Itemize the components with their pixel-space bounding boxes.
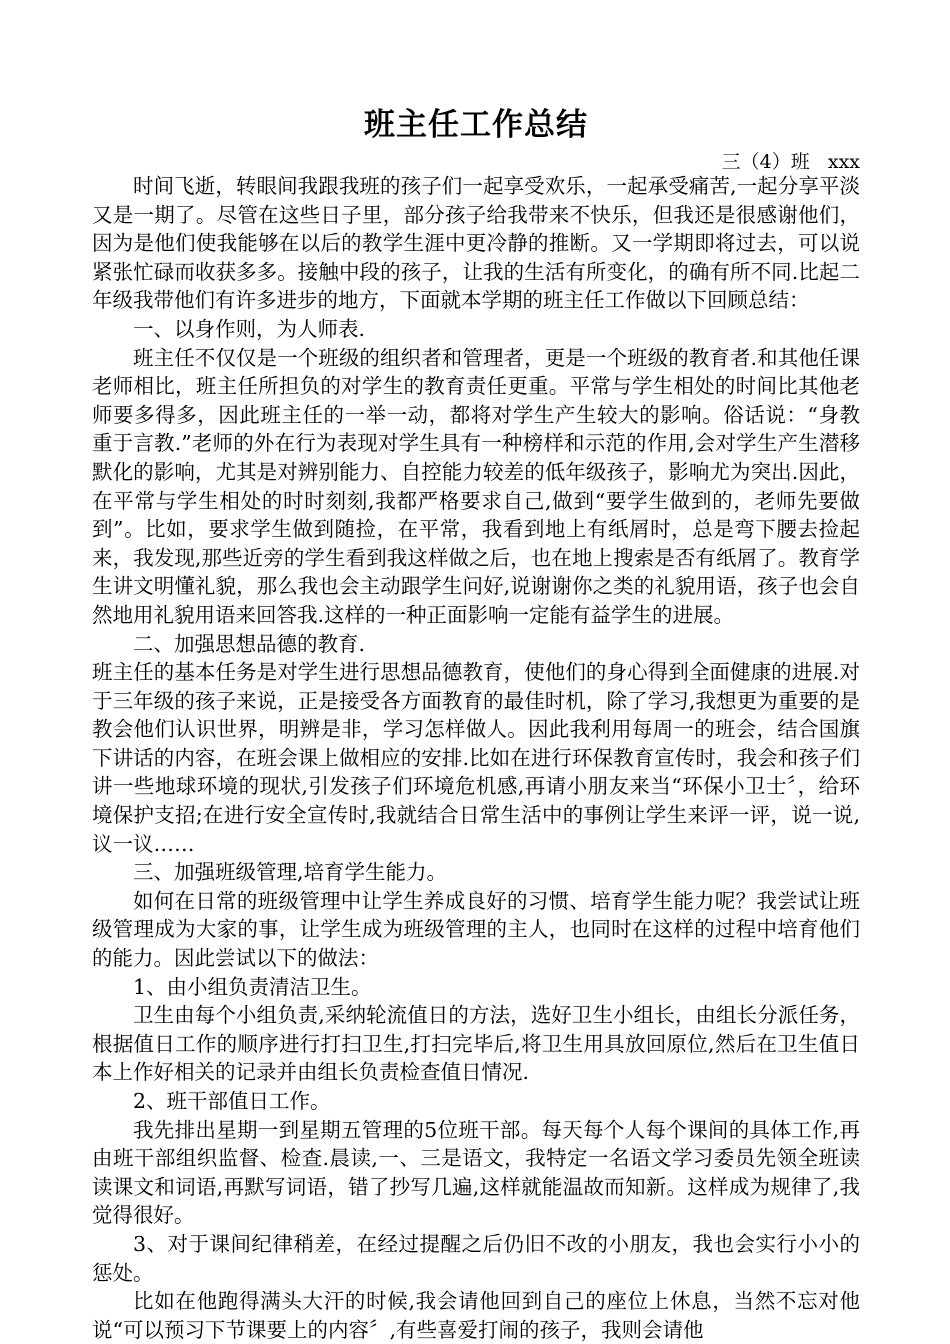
document-body — [92, 172, 860, 1344]
document-page — [92, 0, 860, 1344]
section-heading-1: 一、以身作则，为人师表. — [133, 316, 366, 341]
paragraph-intro: 时间飞逝，转眼间我跟我班的孩子们一起享受欢乐，一起承受痛苦,一起分享平淡又是一期了。尽管在这些日子里，部分孩子给我带来不快乐，但我还是很感谢他们，因为是他们使我能够在以后的教学生涯中更冷静的推断。又一学期即将过去，可以说紧张忙碌而收获多多。接触中段的孩子，让我的生活有所变化，的确有所不同.比起二年级我带他们有许多进步的地方，下面就本学期的班主任工作做以下回顾总结： — [92, 174, 860, 313]
page-title: 班主任工作总结 — [364, 107, 588, 143]
paragraph-3-3: 比如在他跑得满头大汗的时候,我会请他回到自己的座位上休息，当然不忘对他说“可以预习下节课要上的内容〞,有些喜爱打闹的孩子，我则会请他 — [92, 1289, 860, 1342]
paragraph-section-2: 班主任的基本任务是对学生进行思想品德教育，使他们的身心得到全面健康的进展.对于三年级的孩子来说，正是接受各方面教育的最佳时机，除了学习,我想更为重要的是教会他们认识世界，明辨是非，学习怎样做人。因此我利用每周一的班会，结合国旗下讲话的内容，在班会课上做相应的安排.比如在进行环保教育宣传时，我会和孩子们讲一些地球环境的现状,引发孩子们环境危机感,再请小朋友来当“环保小卫士〞，给环境保护支招;在进行安全宣传时,我就结合日常生活中的事例让学生来评一评，说一说,议一议…… — [92, 660, 860, 856]
section-heading-3: 三、加强班级管理,培育学生能力。 — [133, 860, 448, 885]
section-heading-2: 二、加强思想品德的教育. — [133, 631, 366, 656]
subheading-3-3: 3、对于课间纪律稍差，在经过提醒之后仍旧不改的小朋友，我也会实行小小的惩处。 — [92, 1231, 860, 1285]
paragraph-3-2: 我先排出星期一到星期五管理的5位班干部。每天每个人每个课间的具体工作,再由班干部组织监督、检查.晨读,一、三是语文，我特定一名语文学习委员先领全班读读课文和词语,再默写词语，错了抄写几遍,这样就能温故而知新。这样成为规律了,我觉得很好。 — [92, 1117, 860, 1228]
subheading-3-1: 1、由小组负责清洁卫生。 — [133, 974, 372, 999]
class-author-byline: 三（4）班 xxx — [721, 151, 860, 173]
paragraph-3-1: 卫生由每个小组负责,采纳轮流值日的方法，选好卫生小组长，由组长分派任务，根据值日工作的顺序进行打扫卫生,打扫完毕后,将卫生用具放回原位,然后在卫生值日本上作好相关的记录并由组长负责检查值日情况. — [92, 1003, 860, 1085]
subheading-3-2: 2、班干部值日工作。 — [133, 1089, 331, 1113]
paragraph-section-3-intro: 如何在日常的班级管理中让学生养成良好的习惯、培育学生能力呢？我尝试让班级管理成为大家的事，让学生成为班级管理的主人，也同时在这样的过程中培育他们的能力。因此尝试以下的做法： — [92, 888, 860, 971]
paragraph-section-1: 班主任不仅仅是一个班级的组织者和管理者，更是一个班级的教育者.和其他任课老师相比，班主任所担负的对学生的教育责任更重。平常与学生相处的时间比其他老师要多得多，因此班主任的一举一动，都将对学生产生较大的影响。俗话说：“身教重于言教.”老师的外在行为表现对学生具有一种榜样和示范的作用,会对学生产生潜移默化的影响，尤其是对辨别能力、自控能力较差的低年级孩子，影响尤为突出.因此，在平常与学生相处的时时刻刻,我都严格要求自己,做到“要学生做到的，老师先要做到”。比如，要求学生做到随捡，在平常，我看到地上有纸屑时，总是弯下腰去捡起来，我发现,那些近旁的学生看到我这样做之后，也在地上搜索是否有纸屑了。教育学生讲文明懂礼貌，那么我也会主动跟学生问好,说谢谢你之类的礼貌用语，孩子也会自然地用礼貌用语来回答我.这样的一种正面影响一定能有益学生的进展。 — [92, 345, 860, 627]
